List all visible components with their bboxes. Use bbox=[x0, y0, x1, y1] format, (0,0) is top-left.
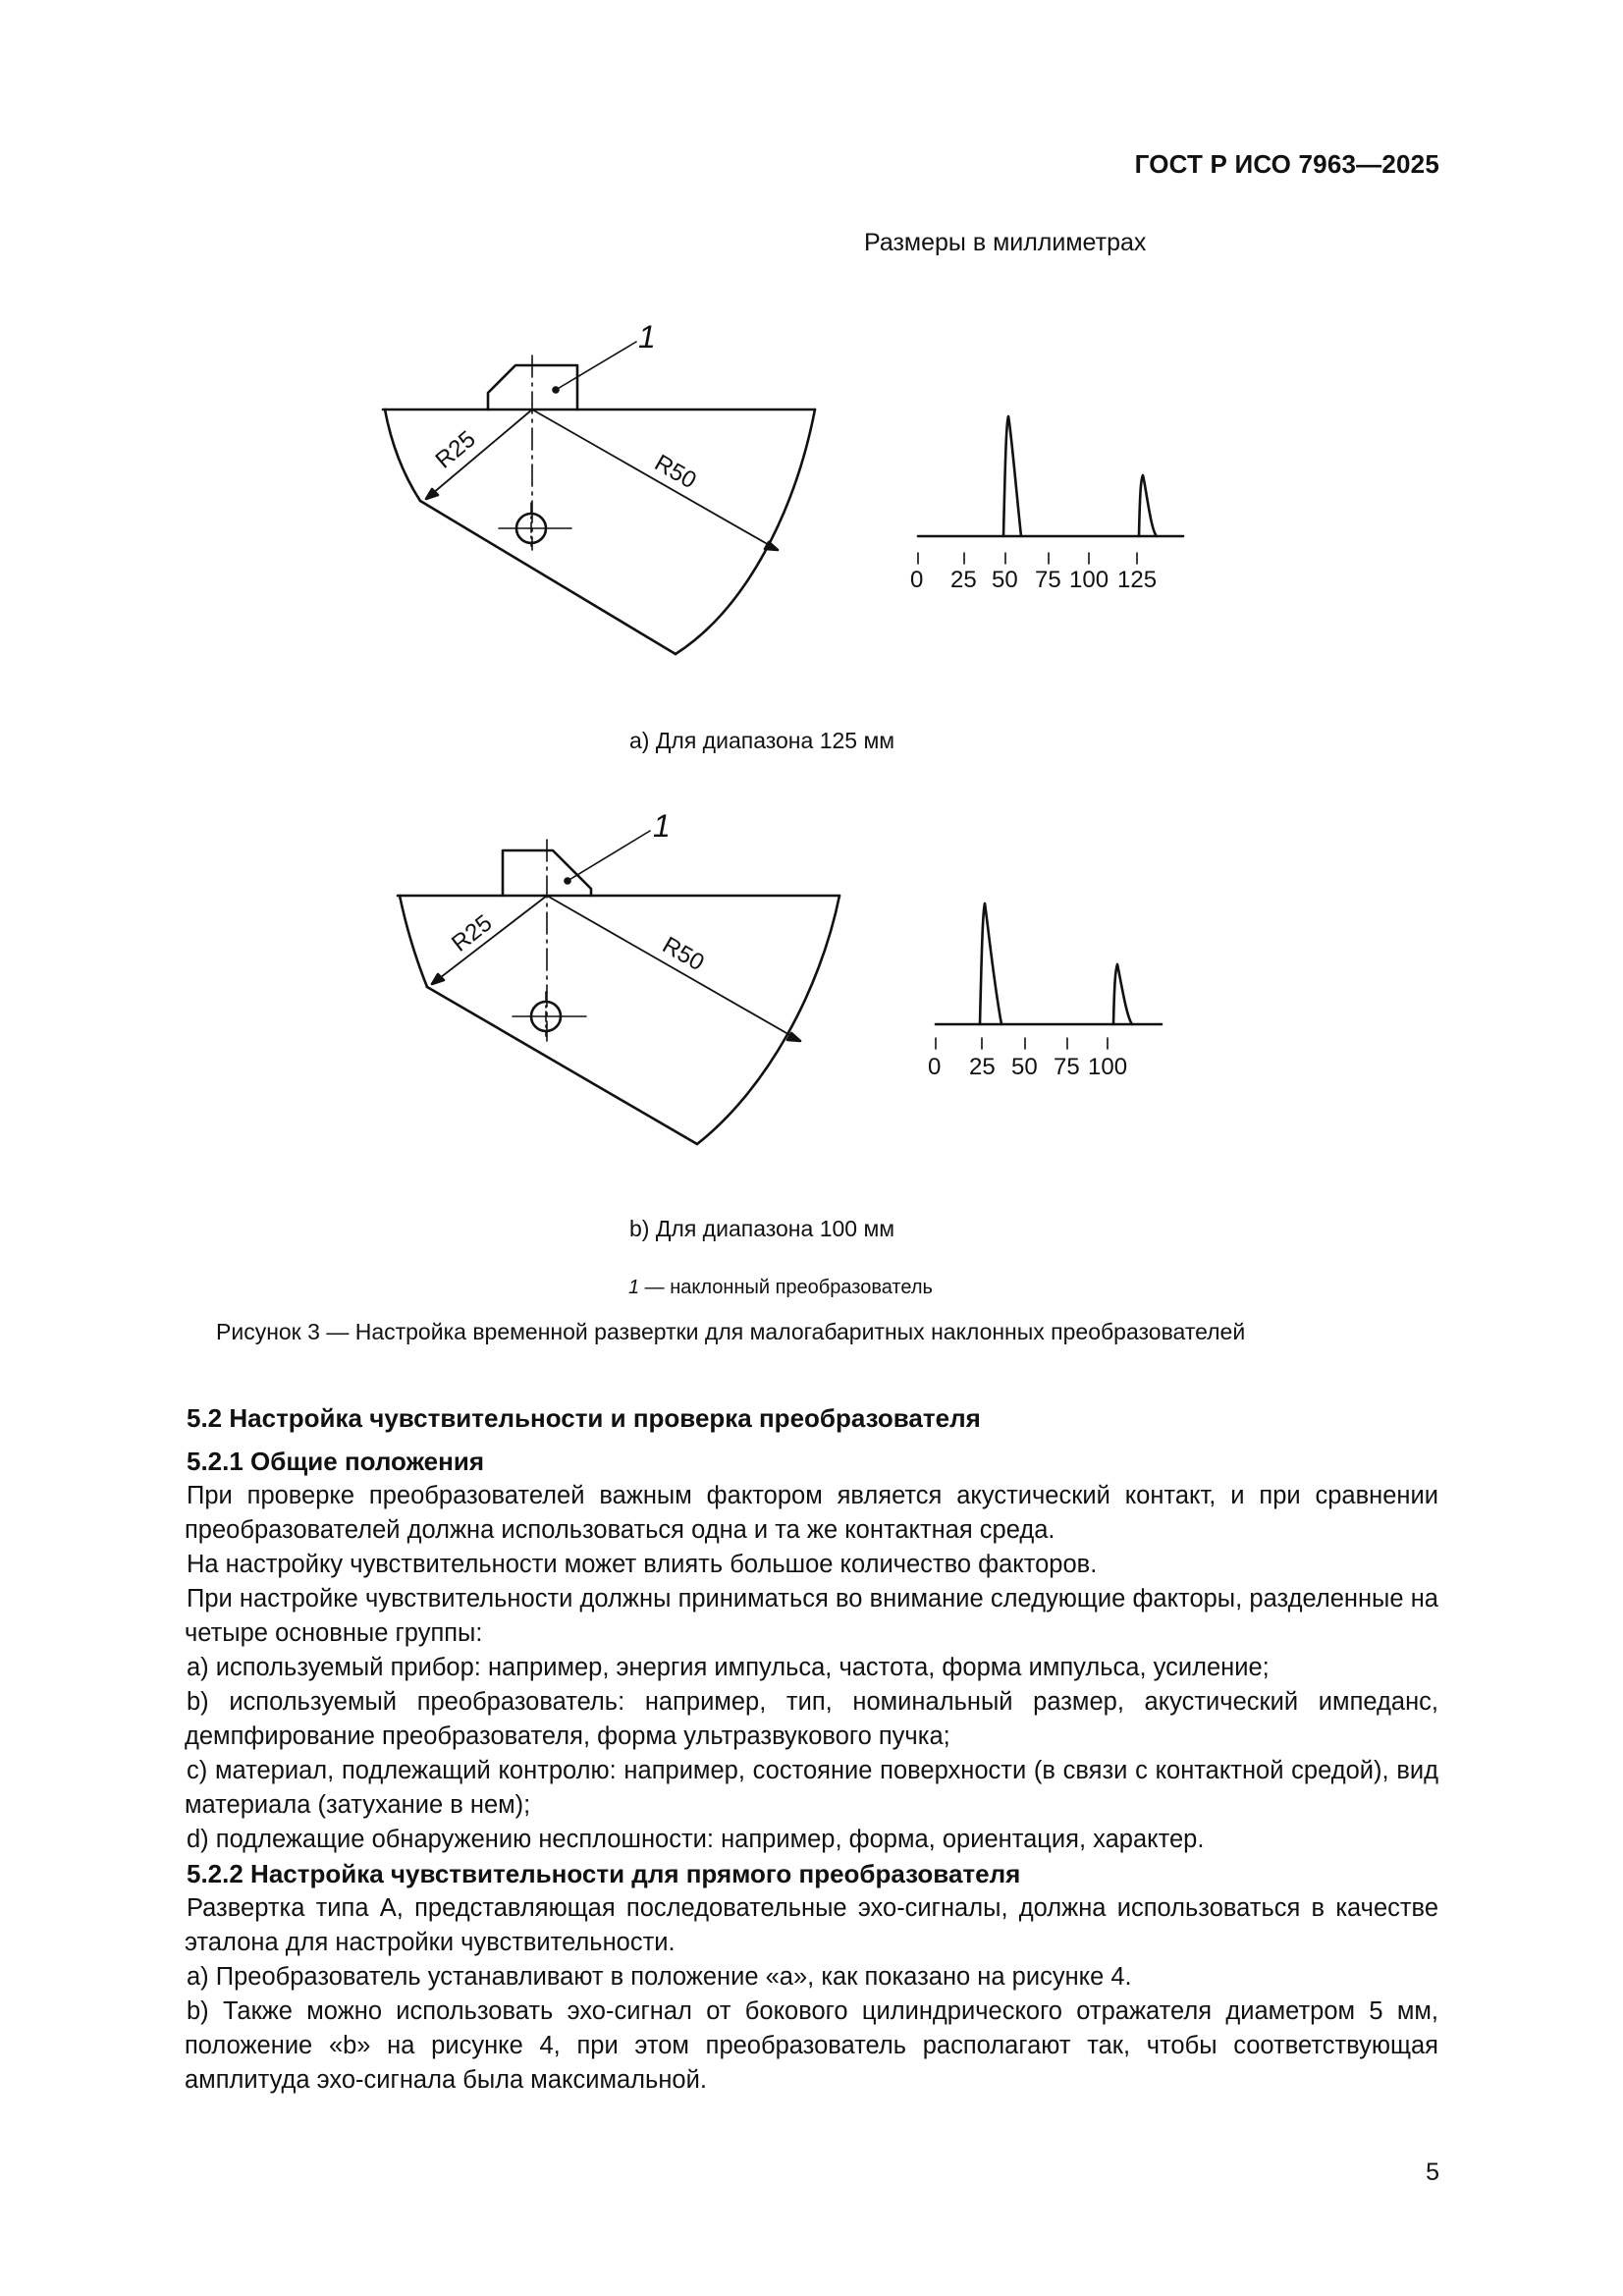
figure-b-callout-1: 1 bbox=[653, 808, 671, 844]
figure-b-tick-25: 25 bbox=[969, 1054, 996, 1080]
figure-b-tick-100: 100 bbox=[1088, 1054, 1128, 1080]
figure-a-r25-label: R25 bbox=[430, 425, 481, 474]
figure-b-block bbox=[398, 831, 1162, 1144]
section-5-2-1-heading: 5.2.1 Общие положения bbox=[187, 1447, 484, 1476]
units-note: Размеры в миллиметрах bbox=[864, 229, 1147, 256]
figure-a-caption: a) Для диапазона 125 мм bbox=[629, 728, 895, 753]
figure-a-tick-125: 125 bbox=[1117, 567, 1158, 593]
figure-legend-text: — наклонный преобразователь bbox=[639, 1277, 933, 1298]
figure-a-tick-50: 50 bbox=[992, 567, 1018, 593]
figure-a-tick-0: 0 bbox=[910, 567, 924, 593]
figure-a-block bbox=[383, 342, 1183, 654]
section-5-2-2-heading: 5.2.2 Настройка чувствительности для прямого преобразователя bbox=[187, 1859, 1021, 1888]
section-5-2-heading: 5.2 Настройка чувствительности и проверка преобразователя bbox=[187, 1403, 981, 1433]
figure-a-tick-100: 100 bbox=[1069, 567, 1109, 593]
paragraph: На настройку чувствительности может влиять большое количество факторов. bbox=[187, 1551, 1098, 1578]
list-item-c: c) материал, подлежащий контролю: например, состояние поверхности (в связи с контактной средой), вид материала (затухание в нем); bbox=[185, 1757, 1438, 1819]
page-number: 5 bbox=[1426, 2159, 1439, 2186]
figure-b-caption: b) Для диапазона 100 мм bbox=[629, 1216, 895, 1241]
figure-a-callout-1: 1 bbox=[638, 319, 656, 355]
figure-a-tick-75: 75 bbox=[1035, 567, 1061, 593]
list-item-b: b) Также можно использовать эхо-сигнал от бокового цилиндрического отражателя диаметром 5 мм, положение «b» на рисунке 4, при этом преобразователь располагают так, чтобы соответствующая амплитуда эхо-сигнала была максимальной. bbox=[185, 1997, 1438, 2094]
figure-b-r50-label: R50 bbox=[658, 931, 709, 977]
figure-b-tick-75: 75 bbox=[1054, 1054, 1080, 1080]
list-item-d: d) подлежащие обнаружению несплошности: например, форма, ориентация, характер. bbox=[187, 1826, 1205, 1853]
body-text bbox=[185, 1401, 1438, 2098]
paragraph: При настройке чувствительности должны приниматься во внимание следующие факторы, разделенные на четыре основные группы: bbox=[185, 1585, 1438, 1647]
figure-a-r50-label: R50 bbox=[650, 449, 701, 495]
figure-b-r25-label: R25 bbox=[447, 909, 498, 957]
list-item-a: a) используемый прибор: например, энергия импульса, частота, форма импульса, усиление; bbox=[187, 1654, 1270, 1681]
list-item-b: b) используемый преобразователь: например, тип, номинальный размер, акустический импеданс, демпфирование преобразователя, форма ультразвукового пучка; bbox=[185, 1688, 1438, 1750]
document-header: ГОСТ Р ИСО 7963—2025 bbox=[1134, 149, 1439, 179]
figure-a-tick-25: 25 bbox=[950, 567, 977, 593]
figure-legend bbox=[628, 1277, 933, 1299]
paragraph: Развертка типа А, представляющая последовательные эхо-сигналы, должна использоваться в качестве эталона для настройки чувствительности. bbox=[185, 1894, 1438, 1956]
list-item-a: a) Преобразователь устанавливают в положение «a», как показано на рисунке 4. bbox=[187, 1963, 1132, 1991]
figure-title: Рисунок 3 — Настройка временной развертки для малогабаритных наклонных преобразователей bbox=[216, 1319, 1246, 1344]
paragraph: При проверке преобразователей важным фактором является акустический контакт, и при сравнении преобразователей должна использоваться одна и та же контактная среда. bbox=[185, 1482, 1438, 1544]
figure-legend-number: 1 bbox=[628, 1277, 640, 1298]
figure-b-tick-50: 50 bbox=[1011, 1054, 1038, 1080]
figure-b-tick-0: 0 bbox=[928, 1054, 942, 1080]
